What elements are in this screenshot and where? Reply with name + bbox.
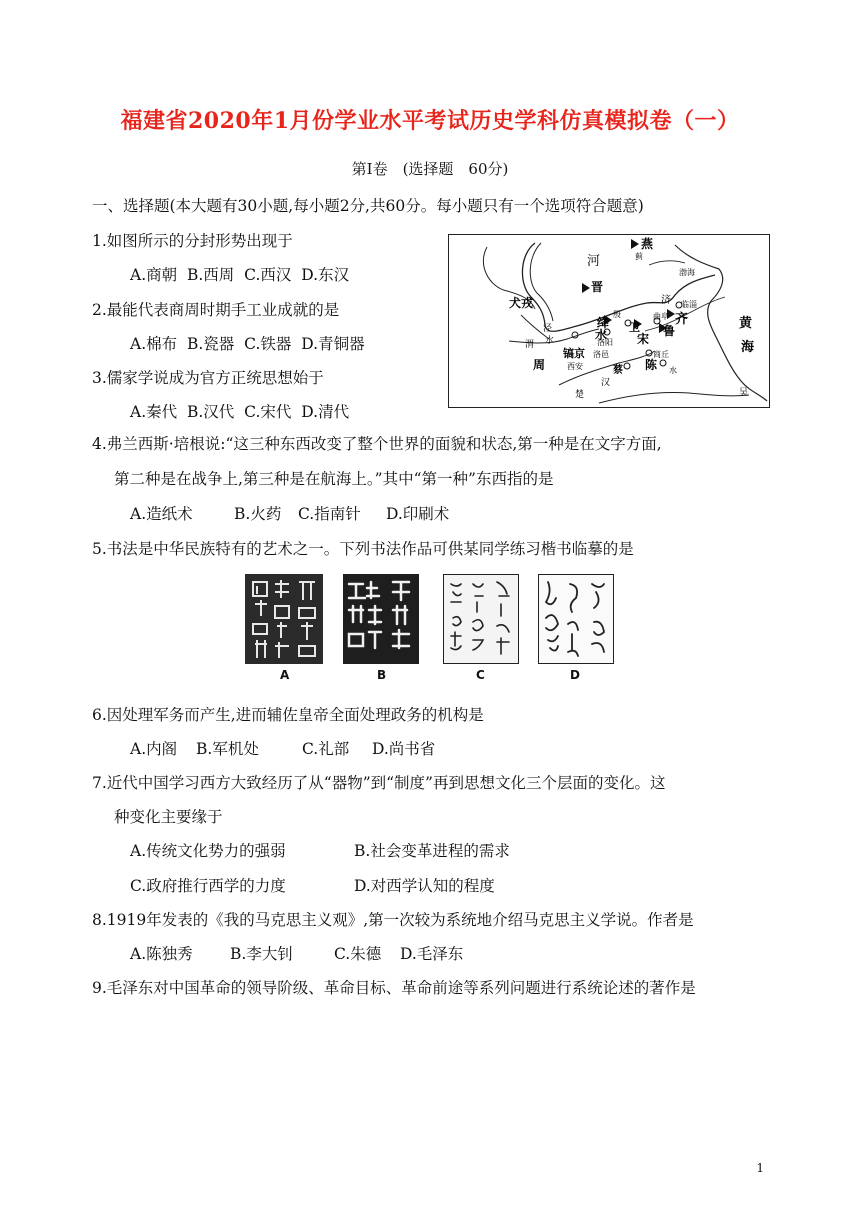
calligraphy-sample-b: [343, 574, 419, 664]
option-a[interactable]: A.商朝: [130, 266, 178, 284]
map-label-qufu: 曲阜: [653, 312, 669, 321]
question-2-options: [130, 332, 365, 354]
option-a[interactable]: A.秦代: [130, 403, 178, 421]
calligraphy-sample-d: [538, 574, 614, 664]
map-label-ji: 蓟: [635, 252, 643, 261]
calligraphy-sample-a: [245, 574, 323, 664]
map-label-lu: 鲁: [663, 324, 676, 338]
option-a[interactable]: A.内阁: [130, 740, 178, 758]
calligraphy-label-a[interactable]: A: [280, 668, 290, 682]
option-b[interactable]: B.瓷器: [186, 335, 235, 353]
calligraphy-sample-c: [443, 574, 519, 664]
option-b[interactable]: B.军机处: [196, 740, 259, 758]
map-label-shui2: 水: [595, 328, 608, 342]
option-b[interactable]: B.火药: [234, 505, 282, 523]
option-a[interactable]: A.棉布: [130, 335, 178, 353]
map-label-han: 汉: [601, 378, 611, 388]
map-label-zhou: 周: [533, 358, 546, 372]
map-graphic: [449, 235, 769, 407]
question-3-options: [130, 400, 349, 422]
question-1-stem: 1.如图所示的分封形势出现于: [92, 232, 293, 250]
option-d[interactable]: D.尚书省: [372, 740, 436, 758]
map-label-yan: 燕: [641, 237, 654, 251]
map-label-shangqiu: 商丘: [653, 350, 669, 359]
option-d[interactable]: D.东汉: [301, 266, 350, 284]
option-c[interactable]: C.宋代: [244, 403, 292, 421]
map-label-luoyi: 洛邑: [593, 350, 609, 359]
option-d[interactable]: D.对西学认知的程度: [354, 877, 495, 895]
question-6-stem: 6.因处理军务而产生,进而辅佐皇帝全面处理政务的机构是: [92, 706, 484, 724]
calligraphy-label-d[interactable]: D: [570, 668, 580, 682]
option-c[interactable]: C.西汉: [244, 266, 292, 284]
question-4-options: [130, 502, 449, 524]
option-b[interactable]: B.西周: [186, 266, 235, 284]
option-c[interactable]: C.礼部: [302, 740, 350, 758]
option-a[interactable]: A.陈独秀: [130, 945, 193, 963]
question-7-options-row-1: [130, 839, 510, 861]
zhou-fengjian-map: [448, 234, 770, 408]
calligraphy-label-c[interactable]: C: [476, 668, 485, 682]
question-4-stem-line-2: 第二种是在战争上,第三种是在航海上。”其中“第一种”东西指的是: [114, 470, 554, 488]
map-label-luoyang: 洛阳: [597, 338, 613, 347]
map-label-yin: 殷: [613, 310, 621, 319]
map-label-xian: 西安: [567, 362, 583, 371]
question-4-stem-line-1: 4.弗兰西斯·培根说:“这三种东西改变了整个世界的面貌和状态,第一种是在文字方面,: [92, 435, 662, 453]
volume-heading: 第Ⅰ卷 (选择题 60分): [351, 160, 509, 178]
map-label-wu: 吴: [739, 388, 749, 398]
option-c[interactable]: C.铁器: [244, 335, 292, 353]
question-1-options: [130, 263, 349, 285]
map-label-haojing: 镐京: [563, 347, 585, 360]
option-c[interactable]: C.政府推行西学的力度: [130, 877, 286, 895]
option-a[interactable]: A.造纸术: [130, 505, 193, 523]
option-d[interactable]: D.印刷术: [386, 505, 450, 523]
option-d[interactable]: D.清代: [301, 403, 350, 421]
question-6-options: [130, 737, 435, 759]
option-a[interactable]: A.传统文化势力的强弱: [130, 842, 286, 860]
map-label-hai: 海: [741, 340, 755, 355]
page-number: 1: [756, 1161, 764, 1175]
map-label-chu: 楚: [575, 390, 585, 400]
question-3-stem: 3.儒家学说成为官方正统思想始于: [92, 369, 324, 387]
map-label-linzi: 临淄: [681, 300, 697, 309]
map-label-he: 河: [587, 254, 601, 269]
option-c[interactable]: C.朱德: [334, 945, 382, 963]
option-c[interactable]: C.指南针: [298, 505, 361, 523]
map-label-quanrong: 犬戎: [509, 296, 534, 310]
question-9-stem: 9.毛泽东对中国革命的领导阶级、革命目标、革命前途等系列问题进行系统论述的著作是: [92, 979, 696, 997]
map-label-jiang: 绛: [597, 316, 610, 330]
map-label-wei-river: 渭: [525, 340, 535, 350]
page-title: 福建省2020年1月份学业水平考试历史学科仿真模拟卷（一）: [120, 108, 740, 134]
map-label-ji-river: 济: [661, 295, 671, 306]
map-label-shui1: 水: [545, 336, 555, 346]
map-label-chen: 陈: [645, 358, 658, 372]
map-label-song: 宋: [637, 332, 650, 346]
question-5-stem: 5.书法是中华民族特有的艺术之一。下列书法作品可供某同学练习楷书临摹的是: [92, 540, 634, 558]
question-7-options-row-2: [130, 874, 495, 896]
option-b[interactable]: B.汉代: [186, 403, 235, 421]
question-8-stem: 8.1919年发表的《我的马克思主义观》,第一次较为系统地介绍马克思主义学说。作者是: [92, 911, 694, 929]
option-b[interactable]: B.李大钊: [230, 945, 293, 963]
map-label-jing: 泾: [543, 324, 553, 334]
map-label-wei-state: 卫: [629, 321, 640, 334]
map-label-huang: 黄: [739, 316, 753, 331]
option-d[interactable]: D.青铜器: [301, 335, 365, 353]
option-b[interactable]: B.社会变革进程的需求: [354, 842, 510, 860]
map-label-cai: 蔡: [613, 365, 623, 376]
map-label-qi: 齐: [675, 312, 689, 327]
question-8-options: [130, 942, 463, 964]
calligraphy-label-b[interactable]: B: [377, 668, 387, 682]
question-7-stem-line-2: 种变化主要缘于: [114, 808, 223, 826]
map-label-bohai: 渤海: [679, 268, 695, 277]
map-label-jin: 晋: [591, 280, 604, 294]
section-heading: 一、选择题(本大题有30小题,每小题2分,共60分。每小题只有一个选项符合题意): [92, 197, 644, 215]
map-label-jiang-river: 水: [669, 366, 677, 375]
question-2-stem: 2.最能代表商周时期手工业成就的是: [92, 301, 340, 319]
question-7-stem-line-1: 7.近代中国学习西方大致经历了从“器物”到“制度”再到思想文化三个层面的变化。这: [92, 774, 666, 792]
option-d[interactable]: D.毛泽东: [400, 945, 464, 963]
